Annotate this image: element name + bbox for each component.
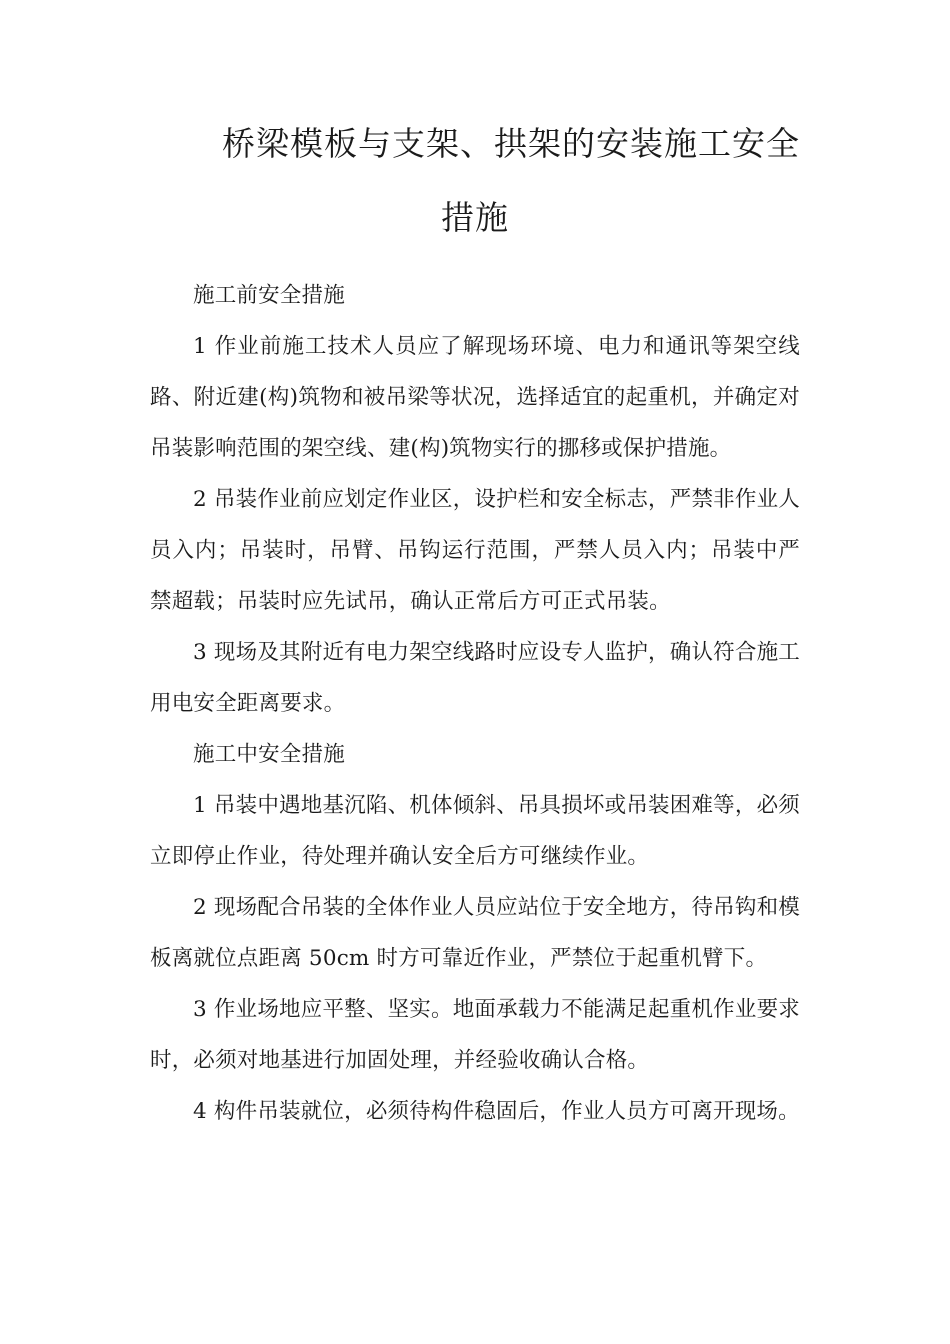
paragraph: 3 作业场地应平整、坚实。地面承载力不能满足起重机作业要求时，必须对地基进行加固处理，并经验收确认合格。 — [150, 997, 800, 1073]
section-heading-before-construction: 施工前安全措施 — [193, 283, 345, 308]
document-body — [150, 270, 800, 1137]
document-title-line-1: 桥梁模板与支架、拱架的安装施工安全 — [222, 124, 800, 163]
paragraph: 1 作业前施工技术人员应了解现场环境、电力和通讯等架空线路、附近建(构)筑物和被吊梁等状况，选择适宜的起重机，并确定对吊装影响范围的架空线、建(构)筑物实行的挪移或保护措施。 — [150, 334, 800, 461]
paragraph: 3 现场及其附近有电力架空线路时应设专人监护，确认符合施工用电安全距离要求。 — [150, 640, 800, 716]
section-heading-during-construction: 施工中安全措施 — [193, 742, 345, 767]
document-title-line-2: 措施 — [441, 198, 509, 237]
paragraph: 1 吊装中遇地基沉陷、机体倾斜、吊具损坏或吊装困难等，必须立即停止作业，待处理并确认安全后方可继续作业。 — [150, 793, 800, 869]
paragraph: 4 构件吊装就位，必须待构件稳固后，作业人员方可离开现场。 — [193, 1099, 800, 1124]
paragraph: 2 现场配合吊装的全体作业人员应站位于安全地方，待吊钩和模板离就位点距离 50cm 时方可靠近作业，严禁位于起重机臂下。 — [150, 895, 800, 971]
paragraph: 2 吊装作业前应划定作业区，设护栏和安全标志，严禁非作业人员入内；吊装时，吊臂、吊钩运行范围，严禁人员入内；吊装中严禁超载；吊装时应先试吊，确认正常后方可正式吊装。 — [150, 487, 800, 614]
